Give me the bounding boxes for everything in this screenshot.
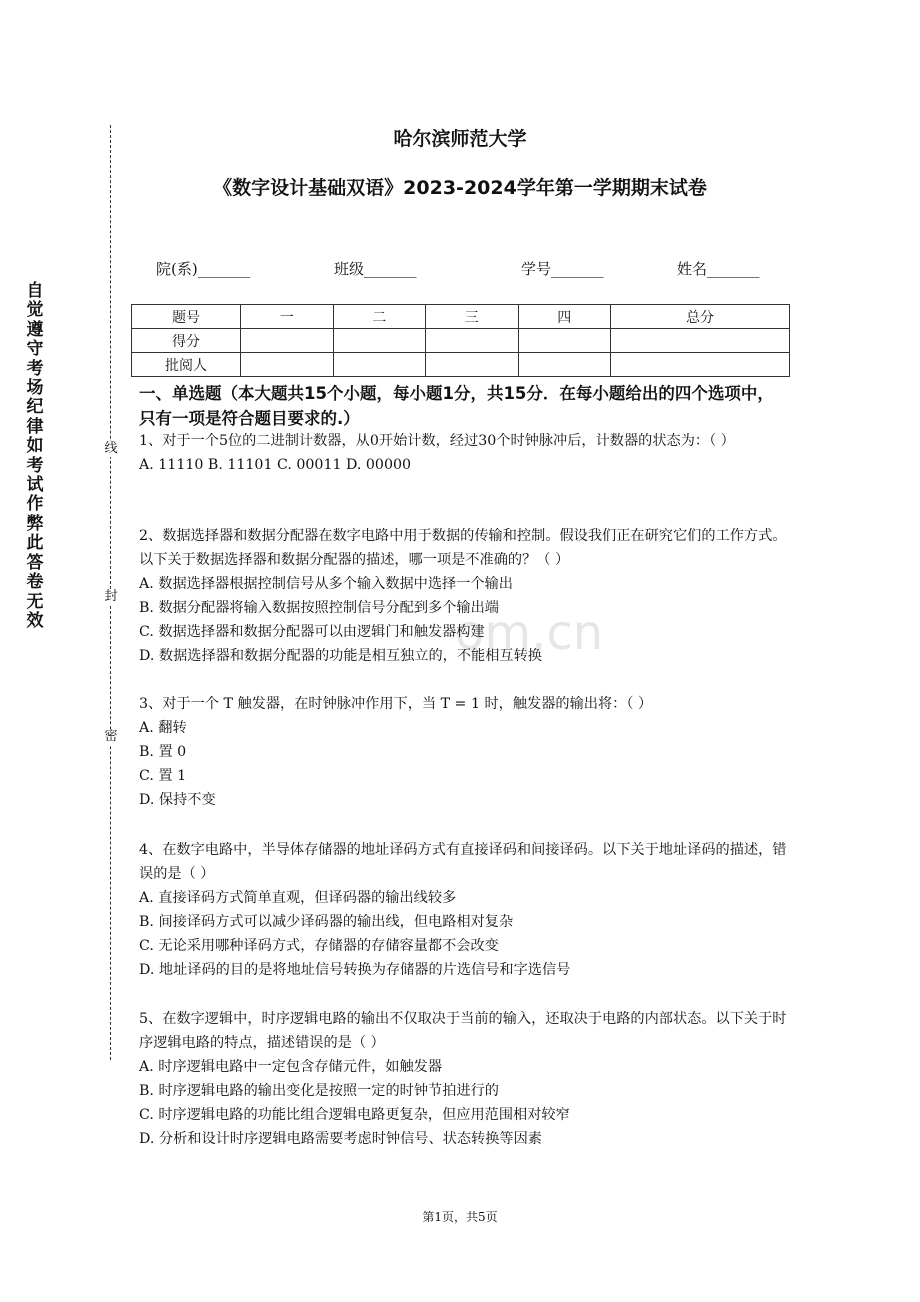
notice-char: 纪 bbox=[26, 397, 44, 418]
question-option: D. 地址译码的目的是将地址信号转换为存储器的片选信号和字选信号 bbox=[139, 962, 571, 978]
notice-char: 考 bbox=[26, 358, 44, 379]
notice-char: 作 bbox=[26, 494, 44, 515]
grader-input-cell[interactable] bbox=[426, 353, 519, 377]
question-option: D. 数据选择器和数据分配器的功能是相互独立的，不能相互转换 bbox=[139, 648, 542, 664]
notice-char: 无 bbox=[26, 591, 44, 612]
seal-label-secret: 密 bbox=[104, 729, 118, 744]
department-field[interactable]: 院(系)_______ bbox=[156, 260, 251, 278]
question-5 bbox=[139, 1007, 789, 1151]
question-option: C. 时序逻辑电路的功能比组合逻辑电路更复杂，但应用范围相对较窄 bbox=[139, 1107, 570, 1123]
question-stem: 1、对于一个5位的二进制计数器，从0开始计数，经过30个时钟脉冲后，计数器的状态为：（ ） bbox=[139, 433, 735, 449]
question-stem: 3、对于一个 T 触发器，在时钟脉冲作用下，当 T = 1 时，触发器的输出将：（ ） bbox=[139, 696, 653, 712]
question-option: A. 翻转 bbox=[139, 720, 187, 736]
notice-char: 试 bbox=[26, 475, 44, 496]
exam-title: 《数字设计基础双语》2023-2024学年第一学期期末试卷 bbox=[213, 177, 707, 199]
question-option: C. 数据选择器和数据分配器可以由逻辑门和触发器构建 bbox=[139, 624, 485, 640]
table-cell: 总分 bbox=[611, 305, 790, 329]
question-option: B. 数据分配器将输入数据按照控制信号分配到多个输出端 bbox=[139, 600, 499, 616]
notice-char: 考 bbox=[26, 455, 44, 476]
question-option: D. 保持不变 bbox=[139, 792, 216, 808]
watermark: om.cn bbox=[455, 605, 604, 661]
question-stem: 4、在数字电路中，半导体存储器的地址译码方式有直接译码和间接译码。以下关于地址译码的描述，错误的是（ ） bbox=[139, 842, 787, 882]
notice-char: 觉 bbox=[26, 300, 44, 321]
notice-char: 守 bbox=[26, 339, 44, 360]
question-option: A. 11110 B. 11101 C. 00011 D. 00000 bbox=[139, 457, 412, 473]
grader-input-cell[interactable] bbox=[611, 353, 790, 377]
table-cell: 批阅人 bbox=[132, 353, 241, 377]
question-3 bbox=[139, 692, 789, 812]
grader-input-cell[interactable] bbox=[241, 353, 334, 377]
notice-char: 律 bbox=[26, 416, 44, 437]
notice-char: 卷 bbox=[26, 572, 44, 593]
score-input-cell[interactable] bbox=[611, 329, 790, 353]
notice-char: 答 bbox=[26, 552, 44, 573]
question-option: A. 时序逻辑电路中一定包含存储元件，如触发器 bbox=[139, 1059, 443, 1075]
question-option: D. 分析和设计时序逻辑电路需要考虑时钟信号、状态转换等因素 bbox=[139, 1131, 542, 1147]
question-option: C. 置 1 bbox=[139, 768, 187, 784]
table-row bbox=[132, 353, 790, 377]
exam-discipline-notice bbox=[24, 282, 46, 631]
page-footer: 第1页，共5页 bbox=[422, 1210, 498, 1224]
score-input-cell[interactable] bbox=[426, 329, 519, 353]
notice-char: 效 bbox=[26, 610, 44, 631]
seal-label-line: 线 bbox=[104, 441, 118, 456]
question-1 bbox=[139, 429, 789, 477]
score-input-cell[interactable] bbox=[241, 329, 334, 353]
class-field[interactable]: 班级_______ bbox=[334, 260, 417, 278]
question-option: C. 无论采用哪种译码方式，存储器的存储容量都不会改变 bbox=[139, 938, 499, 954]
student-id-field[interactable]: 学号_______ bbox=[521, 260, 604, 278]
university-title: 哈尔滨师范大学 bbox=[393, 128, 527, 150]
grader-input-cell[interactable] bbox=[518, 353, 611, 377]
name-field[interactable]: 姓名_______ bbox=[677, 260, 760, 278]
notice-char: 场 bbox=[26, 378, 44, 399]
notice-char: 自 bbox=[26, 281, 44, 301]
grader-input-cell[interactable] bbox=[333, 353, 426, 377]
table-cell: 二 bbox=[333, 305, 426, 329]
notice-char: 遵 bbox=[26, 319, 44, 340]
score-input-cell[interactable] bbox=[518, 329, 611, 353]
score-input-cell[interactable] bbox=[333, 329, 426, 353]
table-cell: 一 bbox=[241, 305, 334, 329]
question-stem: 2、数据选择器和数据分配器在数字电路中用于数据的传输和控制。假设我们正在研究它们的工作方式。以下关于数据选择器和数据分配器的描述，哪一项是不准确的？（ ） bbox=[139, 528, 787, 568]
table-cell: 三 bbox=[426, 305, 519, 329]
question-4 bbox=[139, 838, 789, 982]
table-cell: 题号 bbox=[132, 305, 241, 329]
question-option: B. 间接译码方式可以减少译码器的输出线，但电路相对复杂 bbox=[139, 914, 514, 930]
question-option: B. 时序逻辑电路的输出变化是按照一定的时钟节拍进行的 bbox=[139, 1083, 499, 1099]
section-title: 一、单选题（本大题共15个小题，每小题1分，共15分．在每小题给出的四个选项中，只有一项是符合题目要求的.） bbox=[139, 384, 774, 428]
table-cell: 四 bbox=[518, 305, 611, 329]
question-option: A. 直接译码方式简单直观，但译码器的输出线较多 bbox=[139, 890, 457, 906]
notice-char: 如 bbox=[26, 436, 44, 457]
question-option: A. 数据选择器根据控制信号从多个输入数据中选择一个输出 bbox=[139, 576, 513, 592]
notice-char: 弊 bbox=[26, 513, 44, 534]
question-stem: 5、在数字逻辑中，时序逻辑电路的输出不仅取决于当前的输入，还取决于电路的内部状态。以下关于时序逻辑电路的特点，描述错误的是（ ） bbox=[139, 1011, 787, 1051]
seal-label-seal: 封 bbox=[104, 589, 118, 604]
table-row bbox=[132, 329, 790, 353]
notice-char: 此 bbox=[26, 533, 44, 554]
table-cell: 得分 bbox=[132, 329, 241, 353]
score-table bbox=[131, 304, 790, 377]
question-option: B. 置 0 bbox=[139, 744, 187, 760]
question-2 bbox=[139, 524, 789, 668]
table-header-row bbox=[132, 305, 790, 329]
